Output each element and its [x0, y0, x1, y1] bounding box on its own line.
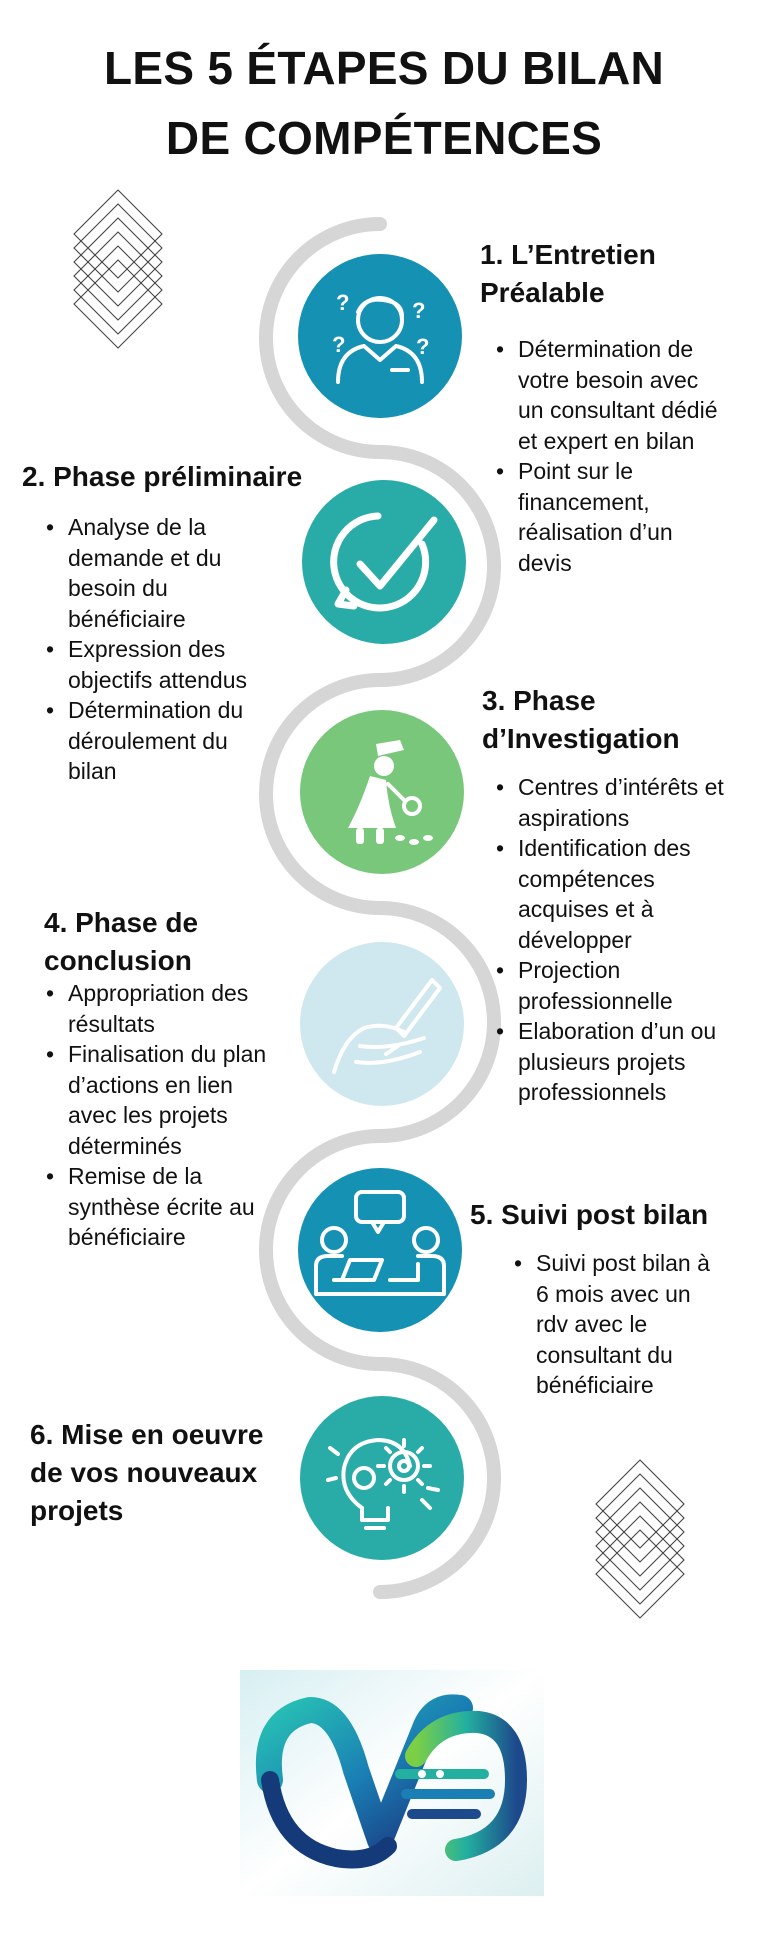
list-item: • Finalisation du plan d’actions en lien avec les projets déterminés	[68, 1039, 266, 1161]
list-item: • Projection professionnelle	[518, 955, 724, 1016]
step-2-title: 2. Phase préliminaire	[22, 461, 303, 492]
step-5-circle	[298, 1168, 462, 1332]
step-4-circle	[300, 942, 464, 1106]
step-4-title: 4. Phase de conclusion	[44, 907, 199, 976]
list-item: • Analyse de la demande et du besoin du bénéficiaire	[68, 512, 247, 634]
svg-text:?: ?	[412, 298, 426, 323]
step-4-list	[68, 978, 266, 1253]
svg-text:?: ?	[336, 290, 350, 315]
list-item: • Détermination de votre besoin avec un consultant dédié et expert en bilan	[518, 334, 718, 456]
step-2-circle	[302, 480, 466, 644]
svg-text:?: ?	[332, 332, 346, 357]
step-1-list	[518, 334, 718, 578]
lightbulb-gears-icon	[300, 1396, 464, 1560]
step-1-title: 1. L’Entretien Préalable	[480, 239, 656, 308]
list-item: • Remise de la synthèse écrite au bénéficiaire	[68, 1161, 266, 1253]
list-item: • Point sur le financement, réalisation d’un devis	[518, 456, 718, 578]
list-item: • Suivi post bilan à 6 mois avec un rdv avec le consultant du bénéficiaire	[536, 1248, 710, 1401]
step-3-list	[518, 772, 724, 1108]
step-6-title: 6. Mise en oeuvre de vos nouveaux projets	[30, 1419, 264, 1526]
list-item: • Elaboration d’un ou plusieurs projets professionnels	[518, 1016, 724, 1108]
step-2-list	[68, 512, 247, 787]
list-item: • Identification des compétences acquises et à développer	[518, 833, 724, 955]
step-3-circle	[300, 710, 464, 874]
list-item: • Appropriation des résultats	[68, 978, 266, 1039]
detective-icon	[300, 710, 464, 874]
list-item: • Centres d’intérêts et aspirations	[518, 772, 724, 833]
svg-text:?: ?	[416, 334, 430, 359]
step-1-circle	[298, 254, 462, 418]
list-item: • Détermination du déroulement du bilan	[68, 695, 247, 787]
page-title-line-1: LES 5 ÉTAPES DU BILAN	[103, 42, 665, 94]
meeting-chat-icon	[298, 1168, 462, 1332]
step-5-title: 5. Suivi post bilan	[470, 1199, 709, 1230]
ve-logo	[240, 1670, 544, 1896]
checkmark-refresh-icon	[302, 480, 466, 644]
person-question-icon	[298, 254, 462, 418]
step-5-list	[536, 1248, 710, 1401]
step-6-circle	[300, 1396, 464, 1560]
list-item: • Expression des objectifs attendus	[68, 634, 247, 695]
page-title-line-2: DE COMPÉTENCES	[165, 112, 603, 164]
handshake-signature-icon	[300, 942, 464, 1106]
step-3-title: 3. Phase d’Investigation	[482, 685, 680, 754]
